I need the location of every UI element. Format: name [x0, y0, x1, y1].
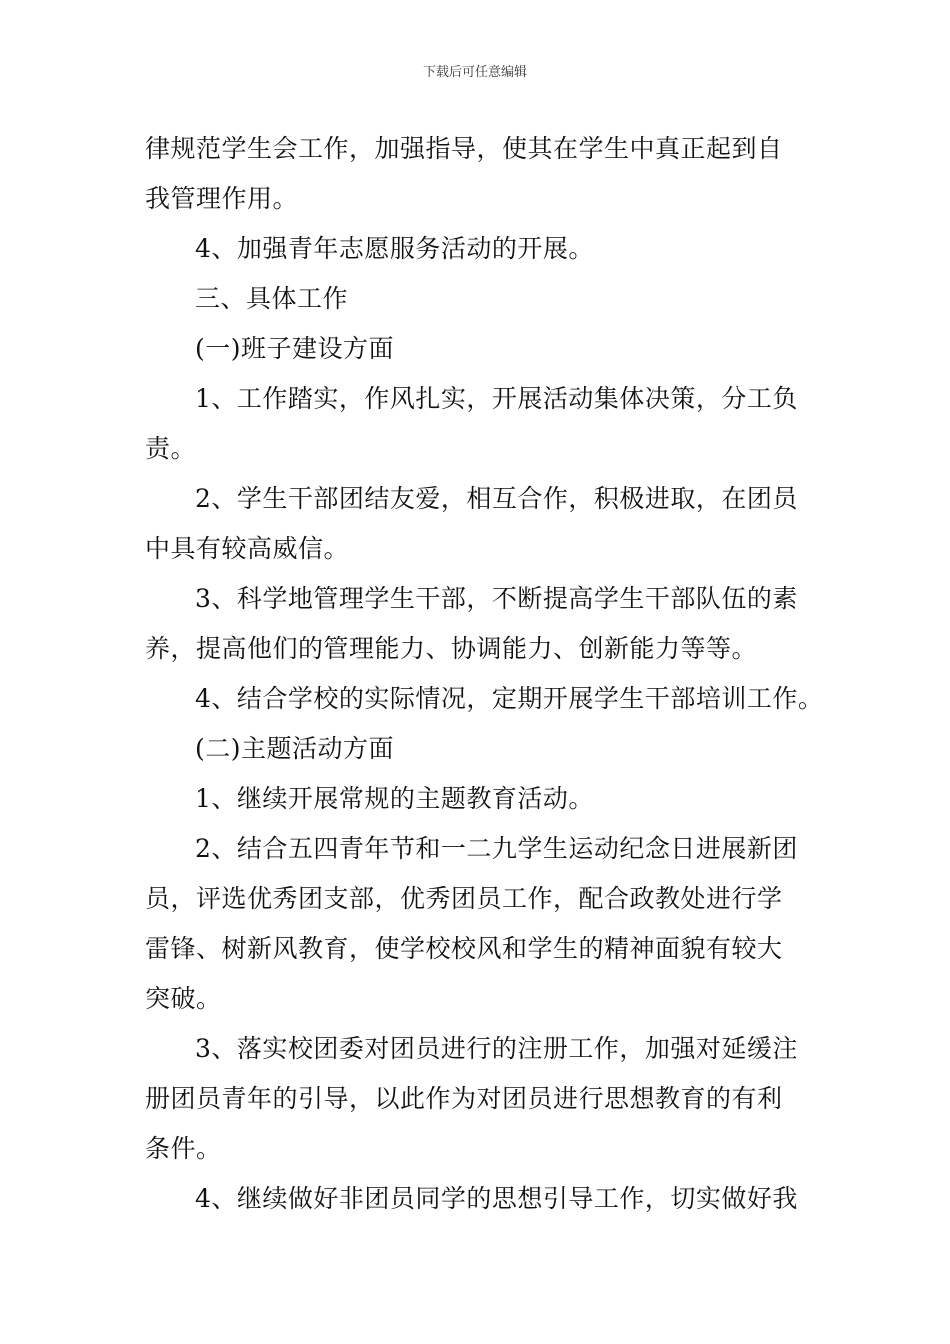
- text-line: (一)班子建设方面: [195, 334, 395, 363]
- text-line: 3、科学地管理学生干部，不断提高学生干部队伍的素: [195, 584, 798, 613]
- text-line: (二)主题活动方面: [195, 734, 395, 763]
- text-line: 3、落实校团委对团员进行的注册工作，加强对延缓注: [195, 1034, 798, 1063]
- text-line: 律规范学生会工作，加强指导，使其在学生中真正起到自: [145, 134, 783, 163]
- text-line: 4、结合学校的实际情况，定期开展学生干部培训工作。: [195, 684, 824, 713]
- text-line: 中具有较高威信。: [145, 534, 350, 563]
- text-line: 我管理作用。: [145, 184, 299, 213]
- text-line: 员，评选优秀团支部，优秀团员工作，配合政教处进行学: [145, 884, 783, 913]
- text-line: 突破。: [145, 984, 222, 1013]
- text-line: 责。: [145, 434, 197, 463]
- text-line: 册团员青年的引导，以此作为对团员进行思想教育的有利: [145, 1084, 783, 1113]
- text-line: 4、加强青年志愿服务活动的开展。: [195, 234, 594, 263]
- document-body: [145, 124, 824, 1224]
- text-line: 养，提高他们的管理能力、协调能力、创新能力等等。: [145, 634, 758, 663]
- text-line: 2、学生干部团结友爱，相互合作，积极进取，在团员: [195, 484, 798, 513]
- text-line: 三、具体工作: [195, 284, 349, 313]
- text-line: 4、继续做好非团员同学的思想引导工作，切实做好我: [195, 1184, 798, 1213]
- text-line: 条件。: [145, 1134, 222, 1163]
- page-header: 下载后可任意编辑: [422, 65, 527, 80]
- text-line: 雷锋、树新风教育，使学校校风和学生的精神面貌有较大: [145, 934, 783, 963]
- text-line: 2、结合五四青年节和一二九学生运动纪念日进展新团: [195, 834, 798, 863]
- text-line: 1、工作踏实，作风扎实，开展活动集体决策，分工负: [195, 384, 798, 413]
- text-line: 1、继续开展常规的主题教育活动。: [195, 784, 594, 813]
